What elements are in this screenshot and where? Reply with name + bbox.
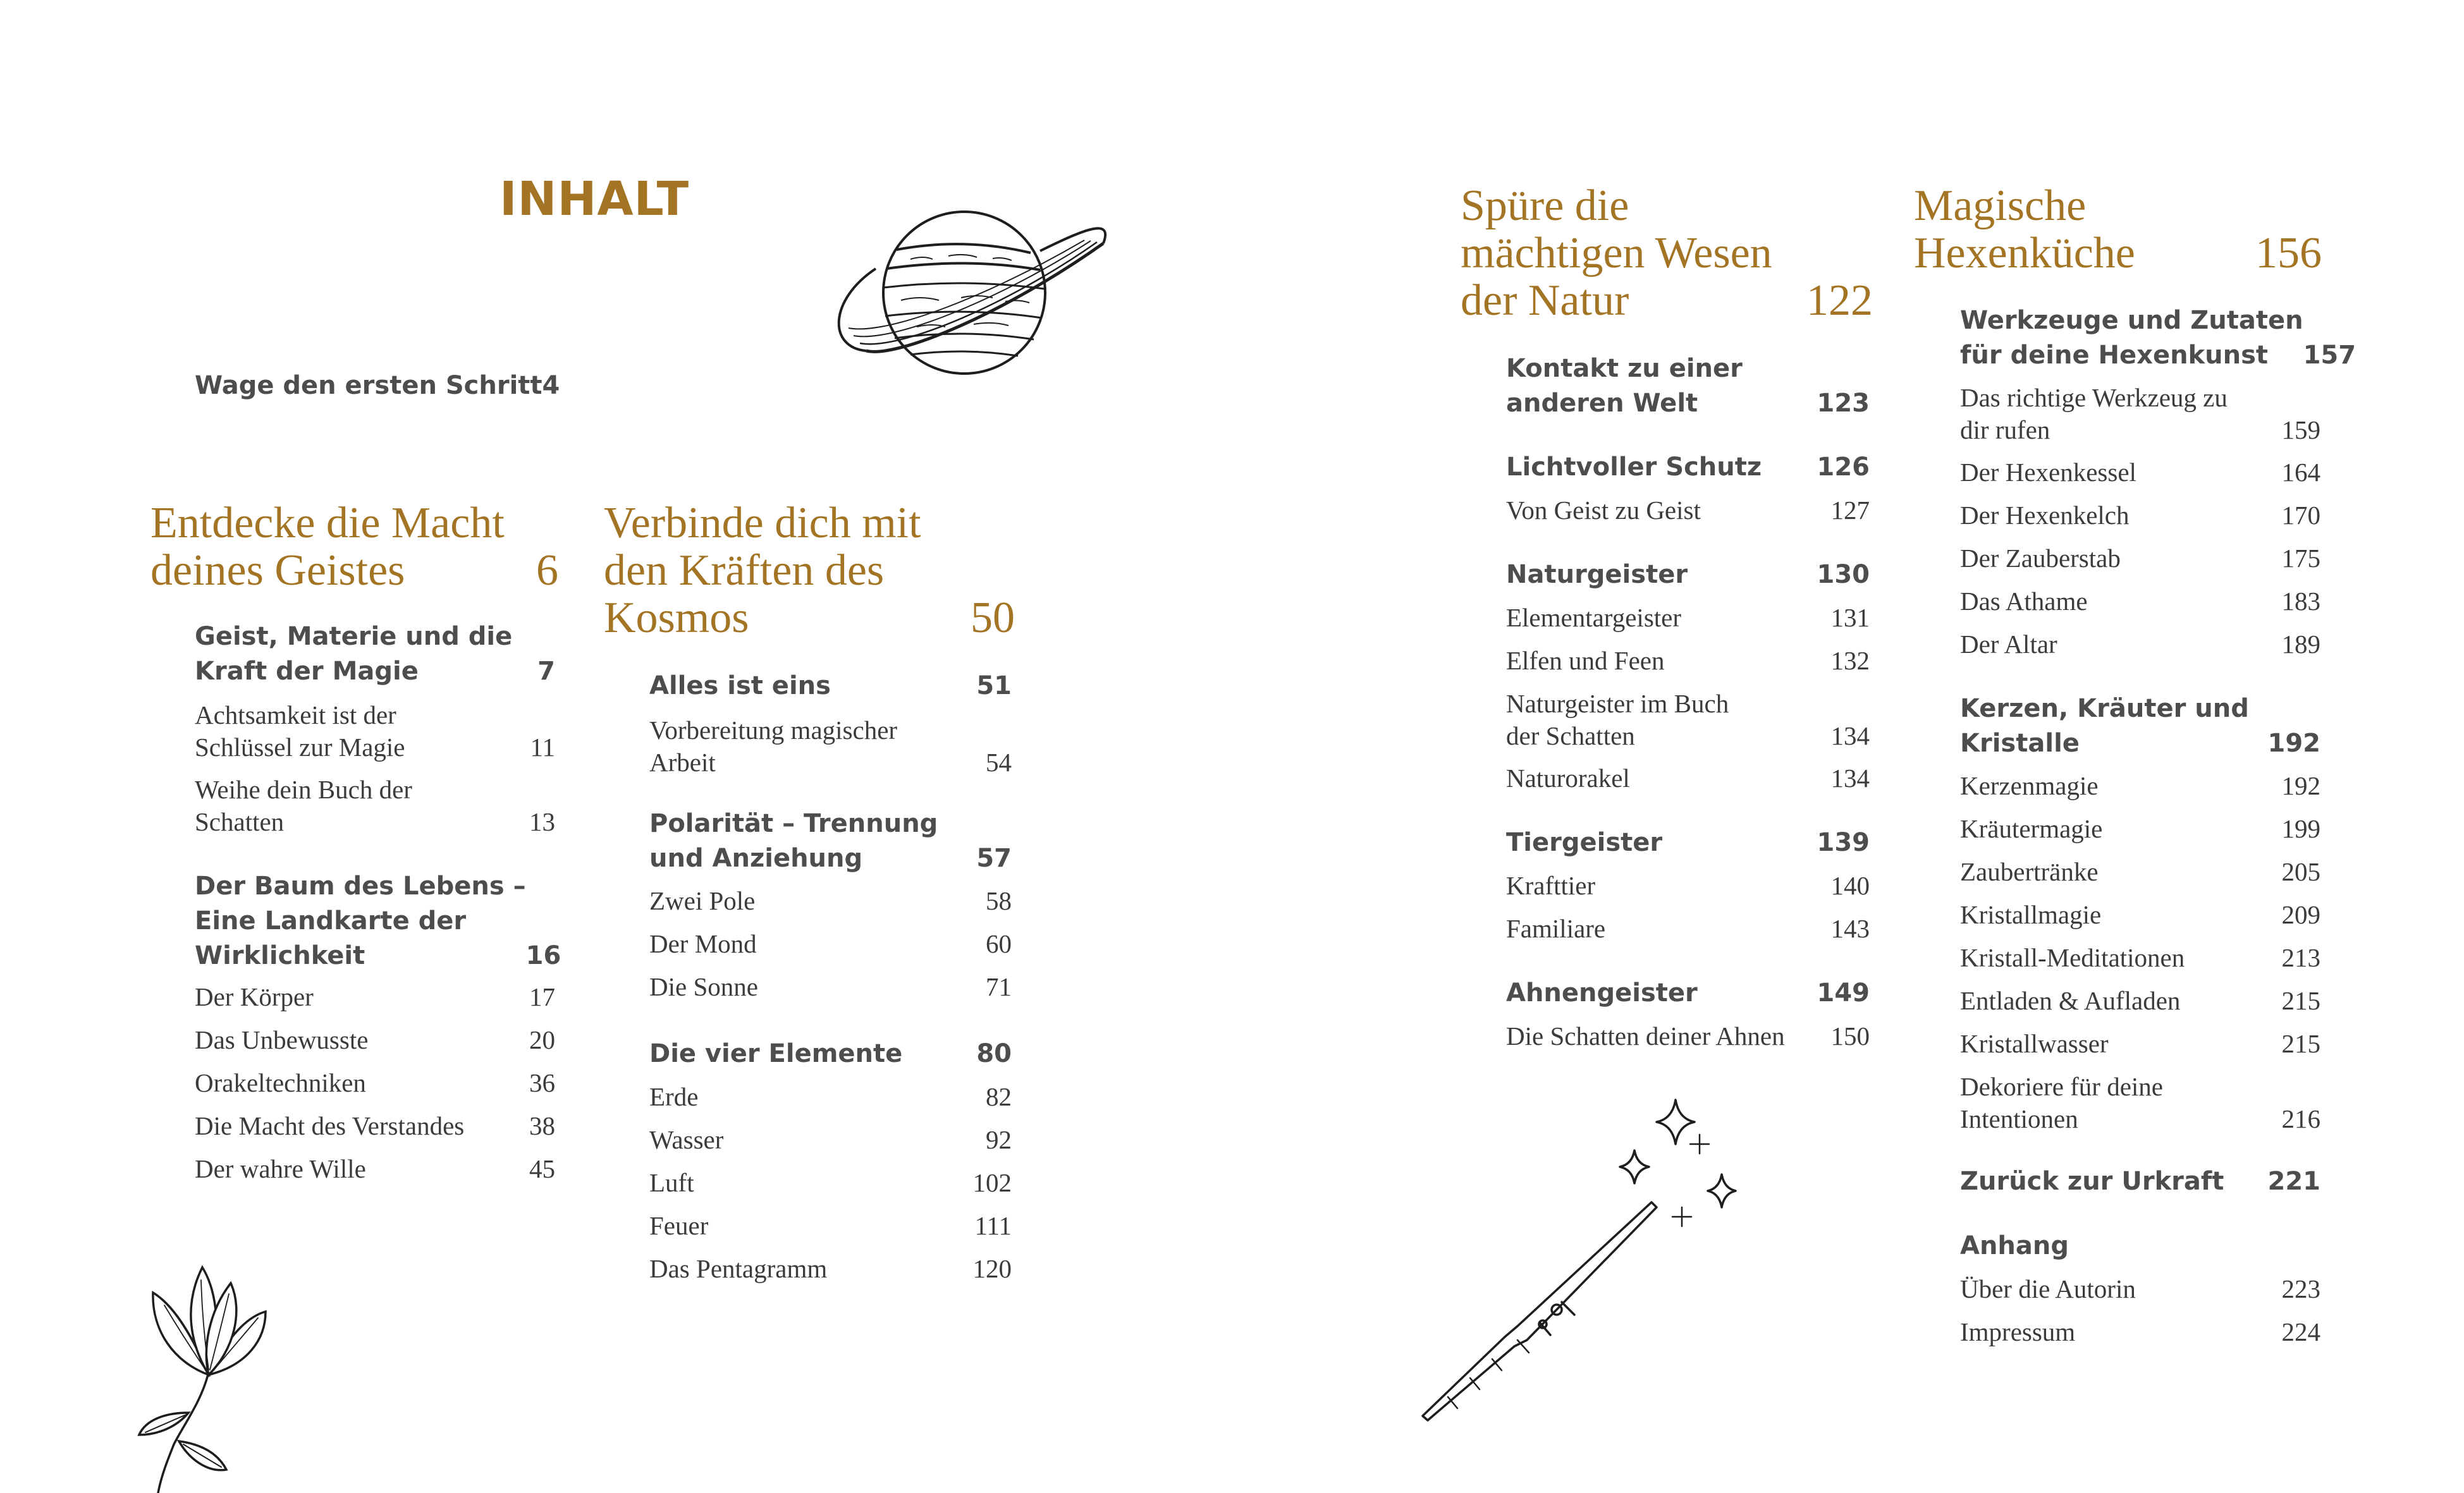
toc-entry-page: 17 bbox=[529, 982, 555, 1011]
toc-entry[interactable] bbox=[649, 1081, 1012, 1113]
toc-entry[interactable] bbox=[1960, 456, 2320, 489]
toc-entry-page: 192 bbox=[2267, 729, 2320, 758]
toc-entry-label: und Anziehung bbox=[649, 844, 863, 873]
toc-entry-page: 175 bbox=[2281, 544, 2320, 573]
toc-entry-page: 92 bbox=[986, 1125, 1012, 1154]
toc-entry[interactable] bbox=[1960, 542, 2320, 575]
toc-entry-page: 183 bbox=[2281, 587, 2320, 616]
toc-entry[interactable] bbox=[195, 619, 555, 689]
toc-entry-label: Elementargeister bbox=[1506, 603, 1682, 632]
toc-entry-label: Der Zauberstab bbox=[1960, 544, 2121, 573]
toc-entry[interactable] bbox=[195, 1153, 555, 1185]
toc-entry-page: 199 bbox=[2281, 814, 2320, 843]
toc-entry-page: 134 bbox=[1830, 721, 1870, 750]
toc-entry-label: Eine Landkarte der bbox=[195, 906, 467, 935]
toc-entry-page: 192 bbox=[2281, 771, 2320, 800]
toc-entry[interactable] bbox=[649, 1253, 1012, 1285]
toc-entry-page: 123 bbox=[1817, 389, 1870, 418]
toc-entry-page: 205 bbox=[2281, 857, 2320, 886]
toc-entry-page: 51 bbox=[976, 671, 1012, 700]
toc-entry[interactable] bbox=[195, 1110, 555, 1142]
toc-entry-label: Luft bbox=[649, 1168, 694, 1197]
toc-entry-label: Weihe dein Buch der bbox=[195, 775, 412, 804]
toc-entry-label: Kerzenmagie bbox=[1960, 771, 2099, 800]
toc-entry[interactable] bbox=[1960, 1273, 2320, 1305]
toc-entry-page: 150 bbox=[1830, 1021, 1870, 1051]
toc-entry[interactable] bbox=[1506, 351, 1870, 421]
toc-entry-label: Der Mond bbox=[649, 929, 757, 958]
toc-entry-label: Wage den ersten Schritt bbox=[195, 371, 542, 400]
toc-entry-label: Polarität – Trennung bbox=[649, 809, 938, 838]
toc-entry-label: Naturgeister im Buch bbox=[1506, 689, 1729, 718]
toc-entry-label: Kontakt zu einer bbox=[1506, 354, 1743, 383]
chapter-title-line: den Kräften des bbox=[604, 546, 885, 595]
toc-entry-label: Die vier Elemente bbox=[649, 1039, 903, 1068]
toc-entry-label: Wasser bbox=[649, 1125, 724, 1154]
toc-entry-label: Erde bbox=[649, 1082, 699, 1111]
toc-entry[interactable] bbox=[1960, 628, 2320, 661]
toc-entry-label: Der Altar bbox=[1960, 630, 2057, 659]
toc-entry-page: 82 bbox=[986, 1082, 1012, 1111]
toc-entry-label: Feuer bbox=[649, 1211, 709, 1240]
toc-entry-label: Der wahre Wille bbox=[195, 1154, 366, 1183]
toc-entry-page: 57 bbox=[976, 844, 1012, 873]
toc-entry-label: Kristallwasser bbox=[1960, 1029, 2109, 1058]
toc-entry[interactable] bbox=[1960, 1071, 2320, 1135]
chapter-title-line: Magische bbox=[1914, 181, 2087, 230]
toc-entry-page: 224 bbox=[2281, 1317, 2320, 1346]
toc-entry-page: 139 bbox=[1817, 828, 1870, 857]
toc-entry-label: Das Unbewusste bbox=[195, 1025, 369, 1054]
toc-entry[interactable] bbox=[649, 1167, 1012, 1199]
toc-entry-label: Werkzeuge und Zutaten bbox=[1960, 306, 2303, 335]
toc-entry[interactable] bbox=[1506, 558, 1870, 592]
chapter-heading-4[interactable] bbox=[1914, 182, 2322, 277]
chapter-page: 50 bbox=[971, 594, 1015, 642]
toc-entry-page: 130 bbox=[1817, 560, 1870, 589]
toc-entry-page: 45 bbox=[529, 1154, 555, 1183]
toc-entry-label: für deine Hexenkunst bbox=[1960, 341, 2269, 370]
toc-entry-page: 221 bbox=[2267, 1167, 2320, 1196]
toc-entry-page: 215 bbox=[2281, 1029, 2320, 1058]
toc-entry-label: Das Pentagramm bbox=[649, 1254, 828, 1283]
toc-entry[interactable] bbox=[1960, 899, 2320, 931]
toc-entry-page: 213 bbox=[2281, 943, 2320, 972]
chapter-page: 156 bbox=[2255, 229, 2322, 277]
toc-entry[interactable] bbox=[1960, 382, 2320, 446]
toc-entry[interactable] bbox=[649, 807, 1012, 876]
toc-entry-label: anderen Welt bbox=[1506, 389, 1698, 418]
toc-entry-page: 71 bbox=[986, 972, 1012, 1001]
toc-entry-page: 127 bbox=[1830, 496, 1870, 525]
toc-entry-page: 143 bbox=[1830, 914, 1870, 943]
toc-entry-label: Impressum bbox=[1960, 1317, 2076, 1346]
toc-entry-page: 7 bbox=[537, 657, 555, 686]
toc-entry[interactable] bbox=[649, 885, 1012, 917]
toc-entry-page: 4 bbox=[542, 371, 560, 400]
toc-entry-page: 60 bbox=[986, 929, 1012, 958]
toc-entry-page: 164 bbox=[2281, 458, 2320, 487]
magnolia-illustration bbox=[114, 1255, 278, 1493]
toc-entry[interactable] bbox=[649, 971, 1012, 1003]
toc-entry-label: Zwei Pole bbox=[649, 886, 756, 915]
toc-entry-label: Der Baum des Lebens – bbox=[195, 872, 526, 901]
toc-entry-label: Das richtige Werkzeug zu bbox=[1960, 383, 2228, 412]
toc-entry-label: der Schatten bbox=[1506, 721, 1635, 750]
toc-entry-label: Vorbereitung magischer bbox=[649, 716, 898, 745]
toc-entry[interactable] bbox=[1960, 1316, 2320, 1348]
toc-entry-label: Zaubertränke bbox=[1960, 857, 2099, 886]
toc-entry[interactable] bbox=[1960, 813, 2320, 845]
toc-entry[interactable] bbox=[1960, 1229, 2320, 1264]
toc-entry[interactable] bbox=[1960, 856, 2320, 888]
toc-entry-label: Kristallmagie bbox=[1960, 900, 2102, 929]
toc-entry-label: Der Hexenkessel bbox=[1960, 458, 2136, 487]
toc-entry-label: Kerzen, Kräuter und bbox=[1960, 694, 2249, 723]
toc-entry-label: Schatten bbox=[195, 807, 285, 836]
toc-entry-label: Elfen und Feen bbox=[1506, 646, 1665, 675]
toc-entry-label: Das Athame bbox=[1960, 587, 2088, 616]
toc-entry-label: Entladen & Aufladen bbox=[1960, 986, 2181, 1015]
toc-entry-label: Arbeit bbox=[649, 748, 716, 777]
chapter-title-line: Verbinde dich mit bbox=[604, 499, 921, 547]
toc-entry[interactable] bbox=[195, 869, 561, 973]
toc-entry[interactable] bbox=[1960, 692, 2320, 761]
toc-entry-label: Kristall-Meditationen bbox=[1960, 943, 2185, 972]
toc-entry[interactable] bbox=[195, 774, 555, 838]
toc-entry-page: 54 bbox=[986, 748, 1012, 777]
toc-entry-label: Die Sonne bbox=[649, 972, 758, 1001]
toc-entry-label: Kraft der Magie bbox=[195, 657, 419, 686]
toc-entry-label: Über die Autorin bbox=[1960, 1274, 2136, 1303]
toc-entry-page: 223 bbox=[2281, 1274, 2320, 1303]
page-title: INHALT bbox=[500, 172, 690, 226]
toc-entry-page: 157 bbox=[2303, 341, 2357, 370]
toc-entry[interactable] bbox=[1506, 762, 1870, 795]
toc-entry[interactable] bbox=[1506, 450, 1870, 485]
toc-entry[interactable] bbox=[1960, 303, 2357, 373]
toc-entry-page: 111 bbox=[974, 1211, 1012, 1240]
toc-entry-page: 38 bbox=[529, 1111, 555, 1140]
toc-entry-page: 20 bbox=[529, 1025, 555, 1054]
toc-entry-label: Dekoriere für deine bbox=[1960, 1072, 2163, 1101]
toc-entry-page: 216 bbox=[2281, 1104, 2320, 1133]
chapter-heading-1[interactable] bbox=[150, 499, 558, 594]
toc-entry[interactable] bbox=[1960, 585, 2320, 618]
toc-entry-page: 149 bbox=[1817, 978, 1870, 1008]
toc-entry-page: 132 bbox=[1830, 646, 1870, 675]
chapter-title-line: der Natur bbox=[1461, 276, 1629, 325]
toc-entry[interactable] bbox=[649, 669, 1012, 704]
toc-entry[interactable] bbox=[649, 1124, 1012, 1156]
toc-entry-label: Von Geist zu Geist bbox=[1506, 496, 1701, 525]
toc-entry-page: 126 bbox=[1817, 453, 1870, 482]
toc-entry[interactable] bbox=[1960, 1028, 2320, 1060]
chapter-title-line: Kosmos bbox=[604, 594, 749, 642]
toc-entry-page: 102 bbox=[972, 1168, 1012, 1197]
toc-entry[interactable] bbox=[1960, 985, 2320, 1017]
toc-entry-label: Intentionen bbox=[1960, 1104, 2078, 1133]
toc-entry-label: Die Macht des Verstandes bbox=[195, 1111, 465, 1140]
toc-entry-page: 140 bbox=[1830, 871, 1870, 900]
chapter-title-line: mächtigen Wesen bbox=[1461, 229, 1772, 277]
toc-entry-label: Der Hexenkelch bbox=[1960, 501, 2130, 530]
toc-entry[interactable] bbox=[649, 1210, 1012, 1242]
toc-entry-label: Alles ist eins bbox=[649, 671, 831, 700]
chapter-page: 122 bbox=[1806, 276, 1873, 325]
toc-entry-page: 58 bbox=[986, 886, 1012, 915]
toc-entry-label: Anhang bbox=[1960, 1231, 2069, 1260]
toc-entry-page: 215 bbox=[2281, 986, 2320, 1015]
toc-entry[interactable] bbox=[1506, 870, 1870, 902]
toc-entry-label: dir rufen bbox=[1960, 415, 2050, 444]
toc-entry[interactable] bbox=[1506, 688, 1870, 752]
chapter-page: 6 bbox=[536, 546, 558, 595]
toc-entry-label: Ahnengeister bbox=[1506, 978, 1698, 1008]
toc-entry-page: 209 bbox=[2281, 900, 2320, 929]
toc-entry[interactable] bbox=[1506, 1020, 1870, 1052]
toc-entry[interactable] bbox=[1960, 770, 2320, 802]
toc-entry-page: 189 bbox=[2281, 630, 2320, 659]
toc-entry[interactable] bbox=[649, 714, 1012, 779]
toc-entry-label: Kräutermagie bbox=[1960, 814, 2103, 843]
toc-entry[interactable] bbox=[1506, 602, 1870, 634]
toc-entry[interactable] bbox=[1506, 826, 1870, 860]
toc-entry-page: 16 bbox=[525, 941, 561, 970]
chapter-title-line: deines Geistes bbox=[150, 546, 405, 595]
toc-entry[interactable] bbox=[1960, 1164, 2320, 1199]
toc-entry[interactable] bbox=[195, 981, 555, 1013]
toc-entry[interactable] bbox=[1506, 494, 1870, 527]
toc-entry-label: Naturorakel bbox=[1506, 764, 1630, 793]
toc-entry-label: Naturgeister bbox=[1506, 560, 1688, 589]
toc-entry[interactable] bbox=[649, 1037, 1012, 1071]
toc-entry-page: 120 bbox=[972, 1254, 1012, 1283]
wand-illustration bbox=[1416, 1087, 1758, 1429]
toc-entry-page: 170 bbox=[2281, 501, 2320, 530]
toc-entry[interactable] bbox=[195, 1067, 555, 1099]
toc-entry[interactable] bbox=[1960, 942, 2320, 974]
toc-entry[interactable] bbox=[1506, 645, 1870, 677]
toc-entry-page: 134 bbox=[1830, 764, 1870, 793]
toc-entry[interactable] bbox=[1506, 976, 1870, 1011]
toc-entry-label: Kristalle bbox=[1960, 729, 2080, 758]
chapter-title-line: Entdecke die Macht bbox=[150, 499, 505, 547]
chapter-title-line: Spüre die bbox=[1461, 181, 1629, 230]
toc-entry-page: 13 bbox=[529, 807, 555, 836]
chapter-heading-3[interactable] bbox=[1461, 182, 1873, 324]
toc-entry-page: 80 bbox=[976, 1039, 1012, 1068]
toc-entry-page: 159 bbox=[2281, 415, 2320, 444]
toc-entry-label: Schlüssel zur Magie bbox=[195, 733, 405, 762]
toc-entry-label: Wirklichkeit bbox=[195, 941, 365, 970]
toc-entry[interactable] bbox=[195, 1024, 555, 1056]
toc-intro-entry[interactable] bbox=[195, 369, 560, 403]
saturn-illustration bbox=[816, 193, 1119, 382]
toc-entry[interactable] bbox=[649, 928, 1012, 960]
toc-entry-label: Geist, Materie und die bbox=[195, 622, 513, 651]
toc-entry-page: 11 bbox=[530, 733, 555, 762]
chapter-heading-2[interactable] bbox=[604, 499, 1015, 642]
toc-entry-label: Die Schatten deiner Ahnen bbox=[1506, 1021, 1785, 1051]
toc-entry-page: 36 bbox=[529, 1068, 555, 1097]
toc-entry-label: Krafttier bbox=[1506, 871, 1596, 900]
toc-entry-label: Zurück zur Urkraft bbox=[1960, 1167, 2224, 1196]
toc-entry-label: Familiare bbox=[1506, 914, 1606, 943]
toc-entry-label: Der Körper bbox=[195, 982, 314, 1011]
toc-entry-label: Achtsamkeit ist der bbox=[195, 700, 396, 729]
toc-entry-page: 131 bbox=[1830, 603, 1870, 632]
toc-entry[interactable] bbox=[1960, 499, 2320, 532]
toc-entry-label: Tiergeister bbox=[1506, 828, 1663, 857]
toc-entry[interactable] bbox=[1506, 913, 1870, 945]
toc-entry-label: Lichtvoller Schutz bbox=[1506, 453, 1762, 482]
toc-entry-label: Orakeltechniken bbox=[195, 1068, 366, 1097]
chapter-title-line: Hexenküche bbox=[1914, 229, 2135, 277]
toc-entry[interactable] bbox=[195, 699, 555, 764]
